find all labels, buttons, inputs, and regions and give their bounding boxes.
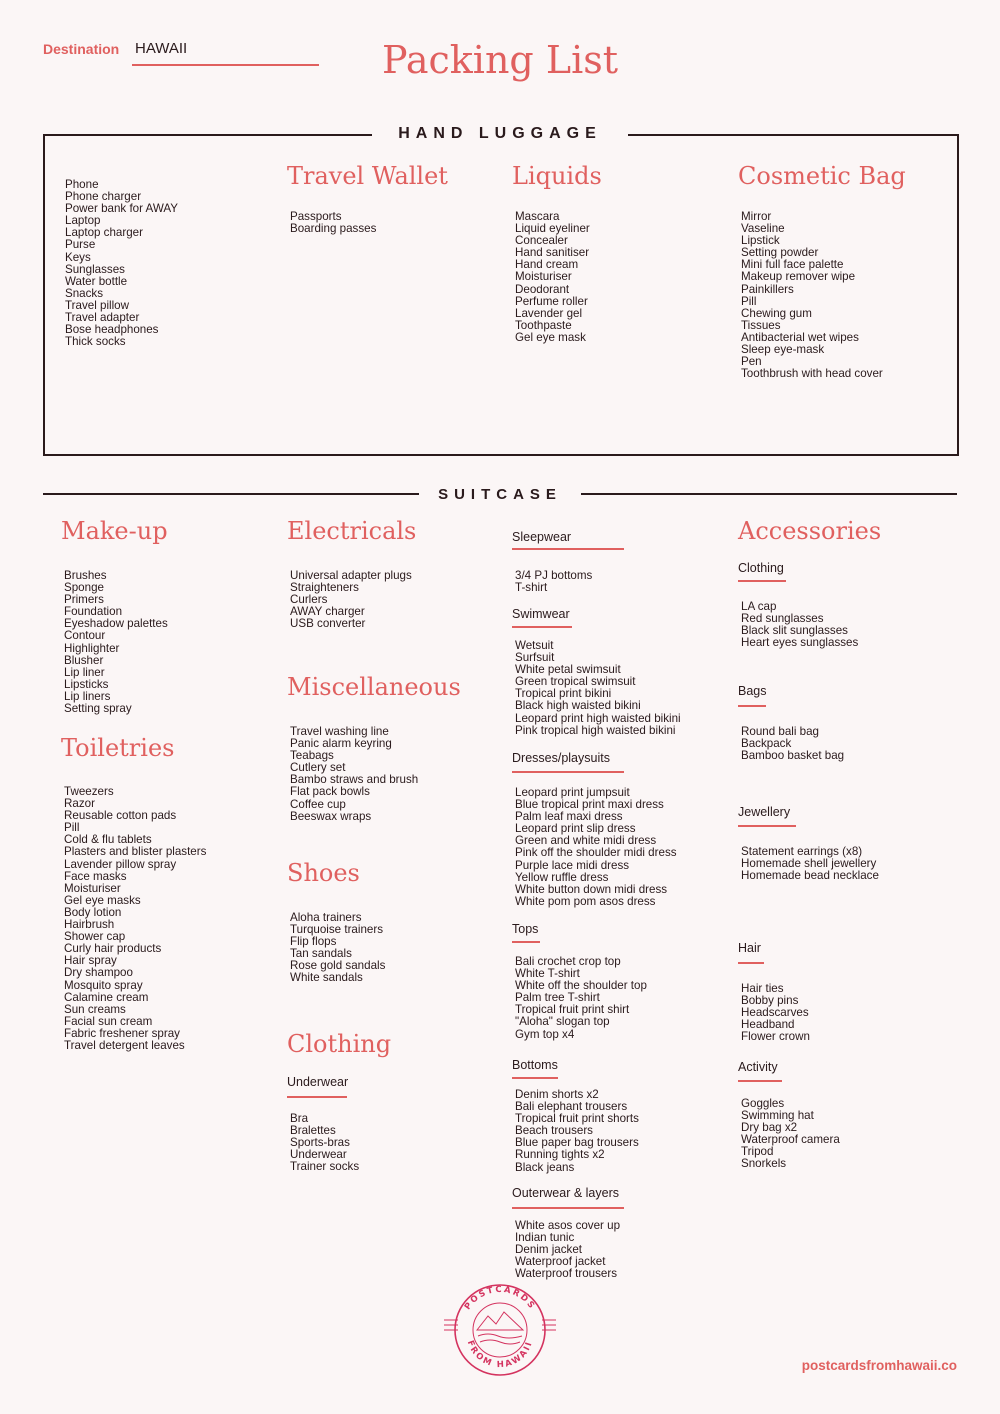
makeup-title: Make-up: [61, 517, 168, 545]
list-item: Green tropical swimsuit: [515, 675, 636, 689]
tops-subheading: Tops: [512, 922, 539, 936]
list-item: Travel washing line: [290, 725, 389, 738]
list-item: Calamine cream: [64, 990, 149, 1004]
list-item: Toothpaste: [515, 318, 572, 332]
shoes-title: Shoes: [287, 859, 360, 887]
dresses-list: [515, 787, 677, 908]
list-item: Toothbrush with head cover: [741, 367, 883, 381]
sleepwear-underline: [512, 548, 624, 550]
list-item: Hand sanitiser: [515, 246, 590, 260]
list-item: Travel pillow: [65, 298, 129, 312]
list-item: Palm tree T-shirt: [515, 991, 600, 1005]
list-item: Aloha trainers: [290, 911, 362, 924]
bottoms-subheading: Bottoms: [512, 1058, 558, 1072]
list-item: Cold & flu tablets: [64, 833, 152, 847]
list-item: Teabags: [290, 749, 334, 763]
toiletries-list: [64, 786, 206, 1052]
list-item: "Aloha" slogan top: [515, 1015, 610, 1029]
list-item: Contour: [64, 629, 106, 643]
list-item: Hair ties: [741, 982, 784, 995]
list-item: White T-shirt: [515, 967, 580, 981]
list-item: Antibacterial wet wipes: [741, 330, 859, 344]
list-item: Bambo straws and brush: [290, 773, 419, 787]
list-item: Backpack: [741, 737, 792, 751]
list-item: Foundation: [64, 605, 123, 619]
list-item: Tropical fruit print shirt: [515, 1003, 630, 1017]
toiletries-title: Toiletries: [61, 734, 175, 762]
list-item: Swimming hat: [741, 1109, 814, 1123]
list-item: Pen: [741, 355, 762, 369]
liquids-title: Liquids: [512, 162, 602, 190]
list-item: Bali crochet crop top: [515, 955, 621, 968]
list-item: Laptop charger: [65, 226, 143, 240]
list-item: Homemade bead necklace: [741, 869, 879, 883]
list-item: Lip liners: [64, 689, 111, 703]
activity-underline: [738, 1080, 782, 1082]
list-item: Setting powder: [741, 246, 819, 260]
clothing-title: Clothing: [287, 1030, 392, 1058]
list-item: Lip liner: [64, 665, 105, 679]
miscellaneous-list: [290, 726, 418, 823]
list-item: Straighteners: [290, 581, 359, 595]
acc-clothing-list: [741, 601, 858, 649]
acc-clothing-underline: [738, 580, 786, 582]
list-item: Pill: [64, 821, 80, 835]
activity-subheading: Activity: [738, 1060, 778, 1074]
list-item: Mirror: [741, 210, 772, 223]
list-item: Surfsuit: [515, 651, 555, 665]
list-item: Denim shorts x2: [515, 1088, 599, 1101]
list-item: Panic alarm keyring: [290, 737, 392, 751]
jewellery-subheading: Jewellery: [738, 805, 791, 819]
list-item: Waterproof camera: [741, 1133, 840, 1147]
list-item: Purple lace midi dress: [515, 858, 630, 872]
list-item: Denim jacket: [515, 1243, 583, 1257]
list-item: Sun creams: [64, 1002, 126, 1016]
swimwear-underline: [512, 626, 572, 628]
list-item: Laptop: [65, 214, 101, 228]
list-item: Wetsuit: [515, 639, 554, 652]
bottoms-list: [515, 1089, 639, 1174]
cosmetic-bag-title: Cosmetic Bag: [738, 162, 906, 190]
travel-wallet-list: [290, 211, 376, 235]
sleepwear-list: [515, 570, 592, 594]
list-item: Hair spray: [64, 954, 117, 968]
list-item: Universal adapter plugs: [290, 569, 412, 582]
list-item: Perfume roller: [515, 294, 588, 308]
list-item: Palm leaf maxi dress: [515, 810, 623, 824]
list-item: Moisturiser: [515, 270, 572, 284]
list-item: Black slit sunglasses: [741, 624, 848, 638]
svg-text:FROM HAWAII: FROM HAWAII: [464, 1339, 536, 1371]
list-item: Vaseline: [741, 222, 785, 236]
tops-underline: [512, 941, 540, 943]
list-item: Tweezers: [64, 785, 114, 798]
list-item: Mini full face palette: [741, 258, 844, 272]
list-item: Pill: [741, 294, 757, 308]
jewellery-underline: [738, 825, 796, 827]
list-item: Bamboo basket bag: [741, 749, 845, 763]
list-item: Travel detergent leaves: [64, 1038, 185, 1052]
list-item: Flat pack bowls: [290, 785, 370, 799]
list-item: Bra: [290, 1112, 309, 1125]
list-item: Gel eye mask: [515, 330, 586, 344]
list-item: Shower cap: [64, 930, 126, 944]
list-item: LA cap: [741, 600, 777, 613]
list-item: Setting spray: [64, 702, 132, 716]
list-item: Running tights x2: [515, 1148, 605, 1162]
list-item: Rose gold sandals: [290, 959, 386, 973]
list-item: Red sunglasses: [741, 612, 824, 626]
list-item: Tripod: [741, 1145, 774, 1159]
makeup-list: [64, 570, 168, 715]
list-item: Keys: [65, 250, 91, 264]
list-item: Sponge: [64, 581, 104, 595]
list-item: Snacks: [65, 286, 104, 300]
electricals-title: Electricals: [287, 517, 417, 545]
list-item: Mosquito spray: [64, 978, 143, 992]
list-item: Turquoise trainers: [290, 923, 384, 937]
list-item: Goggles: [741, 1097, 785, 1110]
list-item: Moisturiser: [64, 881, 121, 895]
page-title: Packing List: [381, 38, 618, 82]
list-item: Statement earrings (x8): [741, 845, 863, 858]
suitcase-label: SUITCASE: [438, 486, 562, 503]
list-item: Black jeans: [515, 1160, 575, 1174]
travel-wallet-title: Travel Wallet: [287, 162, 448, 190]
list-item: Bose headphones: [65, 323, 159, 337]
list-item: Brushes: [64, 569, 107, 582]
list-item: Cutlery set: [290, 761, 346, 775]
list-item: AWAY charger: [290, 605, 365, 619]
list-item: Curly hair products: [64, 942, 162, 956]
underwear-subheading: Underwear: [287, 1075, 349, 1089]
bags-list: [741, 726, 844, 762]
list-item: Body lotion: [64, 905, 122, 919]
suitcase-rule-left: [43, 493, 419, 495]
list-item: Underwear: [290, 1148, 347, 1162]
list-item: Water bottle: [65, 274, 128, 288]
list-item: Leopard print high waisted bikini: [515, 711, 681, 725]
list-item: Sports-bras: [290, 1136, 350, 1150]
list-item: Sunglasses: [65, 262, 125, 276]
list-item: Fabric freshener spray: [64, 1026, 180, 1040]
list-item: Blue tropical print maxi dress: [515, 798, 664, 812]
list-item: Plasters and blister plasters: [64, 845, 207, 859]
bags-underline: [738, 705, 766, 707]
list-item: Eyeshadow palettes: [64, 617, 168, 631]
list-item: Coffee cup: [290, 797, 346, 811]
underwear-list: [290, 1113, 359, 1173]
list-item: Headscarves: [741, 1006, 809, 1020]
swimwear-subheading: Swimwear: [512, 607, 570, 621]
outerwear-subheading: Outerwear & layers: [512, 1186, 619, 1200]
dresses-underline: [512, 771, 624, 773]
tops-list: [515, 956, 647, 1041]
list-item: Pink tropical high waisted bikini: [515, 723, 676, 737]
list-item: White off the shoulder top: [515, 979, 647, 993]
list-item: Lipstick: [741, 234, 780, 248]
bottoms-underline: [512, 1077, 558, 1079]
list-item: Indian tunic: [515, 1231, 575, 1245]
svg-text:POSTCARDS: POSTCARDS: [462, 1284, 538, 1312]
list-item: Tropical print bikini: [515, 687, 612, 701]
bags-subheading: Bags: [738, 684, 767, 698]
list-item: Mascara: [515, 210, 560, 223]
destination-value[interactable]: HAWAII: [135, 40, 188, 57]
list-item: Gel eye masks: [64, 893, 141, 907]
hair-subheading: Hair: [738, 941, 761, 955]
list-item: Trainer socks: [290, 1160, 360, 1174]
list-item: Tropical fruit print shorts: [515, 1112, 639, 1126]
list-item: Green and white midi dress: [515, 834, 657, 848]
list-item: Liquid eyeliner: [515, 222, 590, 236]
list-item: Razor: [64, 797, 95, 811]
list-item: Yellow ruffle dress: [515, 870, 609, 884]
list-item: Leopard print slip dress: [515, 822, 636, 836]
list-item: Passports: [290, 210, 342, 223]
list-item: T-shirt: [515, 581, 548, 595]
list-item: Lipsticks: [64, 677, 109, 691]
list-item: Lavender gel: [515, 306, 583, 320]
list-item: Headband: [741, 1018, 795, 1032]
website-link[interactable]: postcardsfromhawaii.co: [801, 1358, 957, 1373]
shoes-list: [290, 912, 385, 985]
list-item: Dry shampoo: [64, 966, 133, 980]
list-item: Facial sun cream: [64, 1014, 153, 1028]
list-item: Phone: [65, 178, 99, 191]
outerwear-underline: [512, 1207, 624, 1209]
list-item: Homemade shell jewellery: [741, 857, 877, 871]
list-item: Heart eyes sunglasses: [741, 636, 859, 650]
activity-list: [741, 1098, 840, 1171]
electricals-list: [290, 570, 412, 630]
liquids-list: [515, 211, 590, 344]
list-item: Flip flops: [290, 935, 337, 949]
list-item: Pink off the shoulder midi dress: [515, 846, 677, 860]
list-item: Boarding passes: [290, 222, 377, 236]
miscellaneous-title: Miscellaneous: [287, 673, 461, 701]
list-item: Black high waisted bikini: [515, 699, 641, 713]
list-item: Lavender pillow spray: [64, 857, 177, 871]
dresses-subheading: Dresses/playsuits: [512, 751, 610, 765]
list-item: Blusher: [64, 653, 104, 667]
list-item: Thick socks: [65, 335, 126, 349]
list-item: Waterproof trousers: [515, 1267, 618, 1281]
list-item: Face masks: [64, 869, 127, 883]
list-item: Power bank for AWAY: [65, 202, 178, 216]
list-item: Dry bag x2: [741, 1121, 798, 1135]
postcards-logo: [440, 1282, 560, 1380]
list-item: Bali elephant trousers: [515, 1100, 628, 1114]
accessories-title: Accessories: [738, 517, 882, 545]
list-item: Curlers: [290, 593, 328, 607]
list-item: Bobby pins: [741, 994, 799, 1008]
list-item: Leopard print jumpsuit: [515, 786, 630, 799]
list-item: Travel adapter: [65, 311, 140, 325]
list-item: Tissues: [741, 318, 781, 332]
list-item: Blue paper bag trousers: [515, 1136, 639, 1150]
list-item: White pom pom asos dress: [515, 894, 656, 908]
list-item: Bralettes: [290, 1124, 336, 1138]
list-item: Concealer: [515, 234, 568, 248]
hair-list: [741, 983, 810, 1043]
list-item: Painkillers: [741, 282, 794, 296]
list-item: Gym top x4: [515, 1027, 575, 1041]
list-item: Deodorant: [515, 282, 570, 296]
list-item: Beeswax wraps: [290, 809, 372, 823]
suitcase-rule-right: [581, 493, 957, 495]
list-item: 3/4 PJ bottoms: [515, 569, 593, 582]
list-item: Tan sandals: [290, 947, 352, 961]
list-item: White petal swimsuit: [515, 663, 621, 677]
list-item: White asos cover up: [515, 1219, 621, 1232]
list-item: Reusable cotton pads: [64, 809, 177, 823]
list-item: White sandals: [290, 971, 363, 985]
underwear-underline: [287, 1096, 347, 1098]
list-item: Makeup remover wipe: [741, 270, 856, 284]
list-item: Chewing gum: [741, 306, 812, 320]
acc-clothing-subheading: Clothing: [738, 561, 784, 575]
outerwear-list: [515, 1220, 620, 1280]
list-item: Primers: [64, 593, 104, 607]
destination-label: Destination: [43, 41, 120, 57]
list-item: Highlighter: [64, 641, 120, 655]
hand-luggage-label: HAND LUGGAGE: [372, 125, 628, 143]
hand-luggage-general-list: [65, 179, 178, 348]
jewellery-list: [741, 846, 879, 882]
hair-underline: [738, 962, 764, 964]
list-item: Purse: [65, 238, 96, 252]
list-item: Snorkels: [741, 1157, 787, 1171]
list-item: Waterproof jacket: [515, 1255, 606, 1269]
list-item: Hand cream: [515, 258, 579, 272]
list-item: Phone charger: [65, 190, 142, 204]
list-item: Beach trousers: [515, 1124, 593, 1138]
sleepwear-subheading: Sleepwear: [512, 530, 572, 544]
list-item: Sleep eye-mask: [741, 343, 825, 357]
list-item: Hairbrush: [64, 918, 115, 932]
list-item: Flower crown: [741, 1030, 810, 1044]
swimwear-list: [515, 640, 681, 737]
cosmetic-bag-list: [741, 211, 883, 380]
list-item: White button down midi dress: [515, 882, 668, 896]
list-item: USB converter: [290, 617, 366, 631]
list-item: Round bali bag: [741, 725, 819, 738]
